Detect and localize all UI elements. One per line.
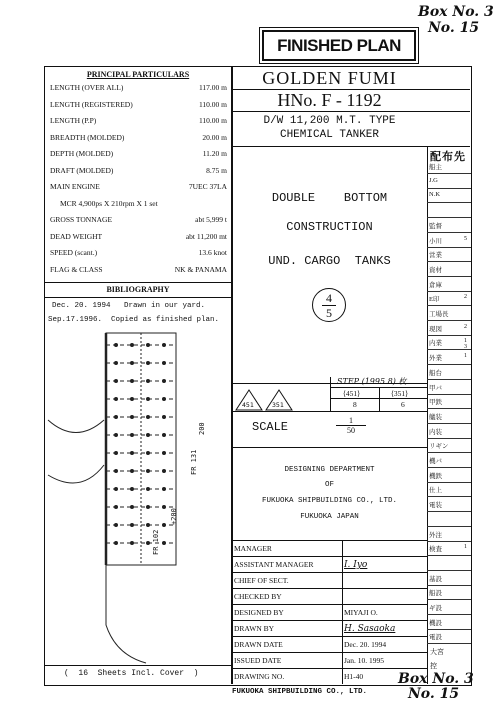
principal-value: 7UEC 37LA xyxy=(188,182,227,191)
box-note-line1: Box No. 3 xyxy=(418,4,494,20)
sheet-total: 5 xyxy=(326,306,332,320)
principal-value: NK & PANAMA xyxy=(174,264,227,274)
distribution-label: 営業 xyxy=(429,252,442,260)
distribution-label: 仕上 xyxy=(429,487,442,495)
step-mark-451: 451 xyxy=(242,401,254,409)
distribution-label: 電装 xyxy=(429,502,442,510)
distribution-row xyxy=(427,160,471,174)
principal-label: SPEED (scant.) xyxy=(50,248,98,257)
distribution-row xyxy=(427,204,471,218)
principal-value: 11.20 m xyxy=(202,149,227,158)
distribution-label: 艤装 xyxy=(429,413,442,421)
distribution-bottom-1: 大宮 xyxy=(430,648,444,656)
designer-line3: FUKUOKA SHIPBUILDING CO., LTD. xyxy=(261,497,398,505)
principal-label: LENGTH (P.P) xyxy=(50,116,97,125)
box-note-top xyxy=(418,4,494,36)
hull-number: HNo. F - 1192 xyxy=(277,90,382,110)
title-block-key: ASSISTANT MANAGER xyxy=(234,560,314,569)
step-mark-351: 351 xyxy=(272,401,284,409)
scale-label: SCALE xyxy=(252,420,289,434)
distribution-row xyxy=(427,366,471,380)
title-block-key: DRAWN BY xyxy=(234,624,275,633)
title-block-row xyxy=(232,620,427,636)
distribution-label: 電設 xyxy=(429,634,442,642)
principal-value: abt 5,999 t xyxy=(195,215,227,224)
distribution-count: 2 xyxy=(464,294,467,301)
dimension-label: +200 xyxy=(170,508,178,525)
title-block-key: CHECKED BY xyxy=(234,592,282,601)
principal-row xyxy=(48,246,231,261)
title-block-value: Jan. 10. 1995 xyxy=(344,656,384,665)
distribution-row xyxy=(427,336,471,350)
distribution-row xyxy=(427,307,471,321)
sheets-count: ( 16 Sheets Incl. Cover ) xyxy=(64,669,199,678)
title-block-key: DESIGNED BY xyxy=(234,608,284,617)
title-block-row xyxy=(232,636,427,652)
distribution-row xyxy=(427,542,471,556)
distribution-count: 1 xyxy=(464,544,467,551)
title-block-row xyxy=(232,604,427,620)
principal-label: MAIN ENGINE xyxy=(50,182,100,191)
sheet-number-circle xyxy=(312,288,346,322)
dimension-label: 200 xyxy=(198,422,206,435)
title-block-value: Dec. 20. 1994 xyxy=(344,640,387,649)
title-block-value: H1-40 xyxy=(344,672,364,681)
distribution-row xyxy=(427,292,471,306)
principal-row xyxy=(48,114,231,129)
distribution-label: リギン xyxy=(429,443,449,451)
distribution-label: 機鉄 xyxy=(429,472,442,480)
designer-line1: DESIGNING DEPARTMENT xyxy=(284,466,375,474)
distribution-label: 工場長 xyxy=(429,311,449,318)
principal-row xyxy=(48,263,231,278)
title-block-row xyxy=(232,572,427,588)
distribution-row xyxy=(427,498,471,512)
distribution-label: 現図 xyxy=(429,325,442,333)
distribution-row xyxy=(427,513,471,527)
principal-row xyxy=(48,213,231,228)
step-col1-value: 8 xyxy=(353,400,357,409)
title-block-row xyxy=(232,588,427,604)
box-note-bottom xyxy=(398,672,474,702)
distribution-row xyxy=(427,601,471,615)
step-label: STEP (1995.8) 枚 xyxy=(337,377,407,386)
drawing-title-line1: DOUBLE BOTTOM xyxy=(271,191,388,205)
distribution-label: 機バ xyxy=(429,458,442,465)
distribution-row xyxy=(427,572,471,586)
distribution-label: 船設 xyxy=(429,590,442,598)
step-triangles xyxy=(234,386,296,412)
distribution-row xyxy=(427,454,471,468)
distribution-row xyxy=(427,248,471,262)
principal-particulars-title: PRINCIPAL PARTICULARS xyxy=(86,70,190,79)
principal-row xyxy=(48,197,231,212)
designer-line2: OF xyxy=(324,481,334,489)
drawing-title-line3: UND. CARGO TANKS xyxy=(268,254,391,268)
distribution-row xyxy=(427,175,471,189)
bibliography-entry: Dec. 20. 1994 Drawn in our yard. xyxy=(52,302,206,310)
principal-row xyxy=(48,230,231,245)
distribution-label: 船主 xyxy=(429,164,442,171)
principal-value: 13.6 knot xyxy=(198,248,227,257)
scale-den: 50 xyxy=(347,426,355,435)
distribution-count: 1 xyxy=(464,353,467,360)
distribution-row xyxy=(427,616,471,630)
double-bottom-sketch xyxy=(46,325,230,670)
box-note-bottom-line1: Box No. 3 xyxy=(398,671,474,687)
footer-company: FUKUOKA SHIPBUILDING CO., LTD. xyxy=(232,688,368,696)
principal-row xyxy=(48,98,231,113)
principal-label: LENGTH (REGISTERED) xyxy=(50,99,133,109)
distribution-label: 倉庫 xyxy=(429,281,442,289)
distribution-row xyxy=(427,263,471,277)
title-block-key: MANAGER xyxy=(234,544,272,553)
title-block-row xyxy=(232,556,427,572)
distribution-count: 5 xyxy=(464,235,467,242)
distribution-bottom-2: 控 xyxy=(430,662,437,670)
distribution-label: 機設 xyxy=(429,619,442,627)
distribution-label: 内業 xyxy=(429,340,442,348)
distribution-label: 船台 xyxy=(429,369,442,377)
distribution-label: N.K xyxy=(429,191,441,199)
sheet-number: 4 xyxy=(322,291,336,306)
distribution-label: 検査 xyxy=(429,546,442,554)
distribution-row xyxy=(427,189,471,203)
scale-num: 1 xyxy=(336,416,366,426)
distribution-row xyxy=(427,381,471,395)
title-block-row xyxy=(232,652,427,668)
distribution-row xyxy=(427,410,471,424)
frame-label-fr131: FR 131 xyxy=(190,449,198,475)
distribution-label: 基設 xyxy=(429,575,442,583)
distribution-title: 配布先 xyxy=(430,151,466,163)
principal-label: LENGTH (OVER ALL) xyxy=(50,83,124,92)
principal-value: 110.00 m xyxy=(198,99,227,109)
box-note-bottom-line2: No. 15 xyxy=(408,686,460,702)
principal-row xyxy=(48,164,231,179)
title-block-key: ISSUED DATE xyxy=(234,656,282,665)
distribution-label: 外注 xyxy=(429,531,442,539)
principal-label: DEPTH (MOLDED) xyxy=(50,149,114,158)
title-block-row xyxy=(232,540,427,556)
bibliography-entry: Sep.17.1996. Copied as finished plan. xyxy=(48,316,220,324)
distribution-label: 甲バ xyxy=(429,384,442,392)
bibliography-title: BIBLIOGRAPHY xyxy=(106,285,170,294)
principal-value: 117.00 m xyxy=(198,83,227,92)
distribution-row xyxy=(427,439,471,453)
frame-label-fr102: FR 102 xyxy=(152,529,160,555)
title-block-key: DRAWN DATE xyxy=(234,640,283,649)
distribution-label: 外業 xyxy=(429,355,442,363)
distribution-row xyxy=(427,278,471,292)
distribution-row xyxy=(427,483,471,497)
title-block-value: H. Sasaoka xyxy=(344,624,396,634)
distribution-row xyxy=(427,630,471,644)
distribution-row xyxy=(427,586,471,600)
distribution-label: E印 xyxy=(429,296,440,304)
scale-value xyxy=(336,416,366,435)
distribution-row xyxy=(427,219,471,233)
finished-plan-stamp: FINISHED PLAN xyxy=(262,30,416,61)
distribution-row xyxy=(427,528,471,542)
principal-value: 110.00 m xyxy=(198,116,227,125)
distribution-count: 2 xyxy=(464,323,467,330)
designer-line4: FUKUOKA JAPAN xyxy=(300,513,359,521)
distribution-label: 甲鉄 xyxy=(429,399,442,407)
principal-label: DRAFT (MOLDED) xyxy=(50,165,114,175)
distribution-row xyxy=(427,395,471,409)
principal-label: BREADTH (MOLDED) xyxy=(50,132,125,142)
step-col2-head: ⟨351⟩ xyxy=(391,389,409,398)
principal-row xyxy=(48,147,231,162)
principal-value: abt 11,200 mt xyxy=(185,231,227,241)
principal-row xyxy=(48,131,231,146)
title-block-value: MIYAJI O. xyxy=(344,608,378,617)
principal-label: DEAD WEIGHT xyxy=(50,231,103,241)
title-block-key: CHIEF OF SECT. xyxy=(234,576,289,585)
principal-value: MCR 4,900ps X 210rpm X 1 set xyxy=(60,198,158,208)
distribution-row xyxy=(427,234,471,248)
distribution-row xyxy=(427,322,471,336)
step-table xyxy=(330,377,428,411)
distribution-row xyxy=(427,351,471,365)
drawing-title-line2: CONSTRUCTION xyxy=(286,220,373,234)
distribution-row xyxy=(427,557,471,571)
distribution-row xyxy=(427,469,471,483)
principal-value: 8.75 m xyxy=(206,165,227,175)
distribution-label: 資材 xyxy=(429,266,442,274)
principal-label: GROSS TONNAGE xyxy=(50,215,113,224)
ship-type-line2: CHEMICAL TANKER xyxy=(279,129,380,141)
step-col2-value: 6 xyxy=(401,400,405,409)
ship-type-line1: D/W 11,200 M.T. TYPE xyxy=(263,115,396,127)
principal-row xyxy=(48,81,231,96)
distribution-row xyxy=(427,425,471,439)
principal-label: FLAG & CLASS xyxy=(50,264,103,274)
distribution-label: 監督 xyxy=(429,222,442,230)
distribution-count: 1 3 xyxy=(464,338,467,351)
principal-row xyxy=(48,180,231,195)
distribution-label: 小川 xyxy=(429,237,442,245)
box-note-line2: No. 15 xyxy=(428,20,480,36)
title-block-key: DRAWING NO. xyxy=(234,672,285,681)
principal-value: 20.00 m xyxy=(202,132,227,142)
ship-name: GOLDEN FUMI xyxy=(262,68,397,88)
distribution-label: ギ設 xyxy=(429,605,442,612)
title-block-value: I. Iyo xyxy=(344,560,368,570)
distribution-label: 内装 xyxy=(429,428,442,436)
step-col1-head: ⟨451⟩ xyxy=(343,389,361,398)
distribution-label: J.G xyxy=(429,176,438,184)
